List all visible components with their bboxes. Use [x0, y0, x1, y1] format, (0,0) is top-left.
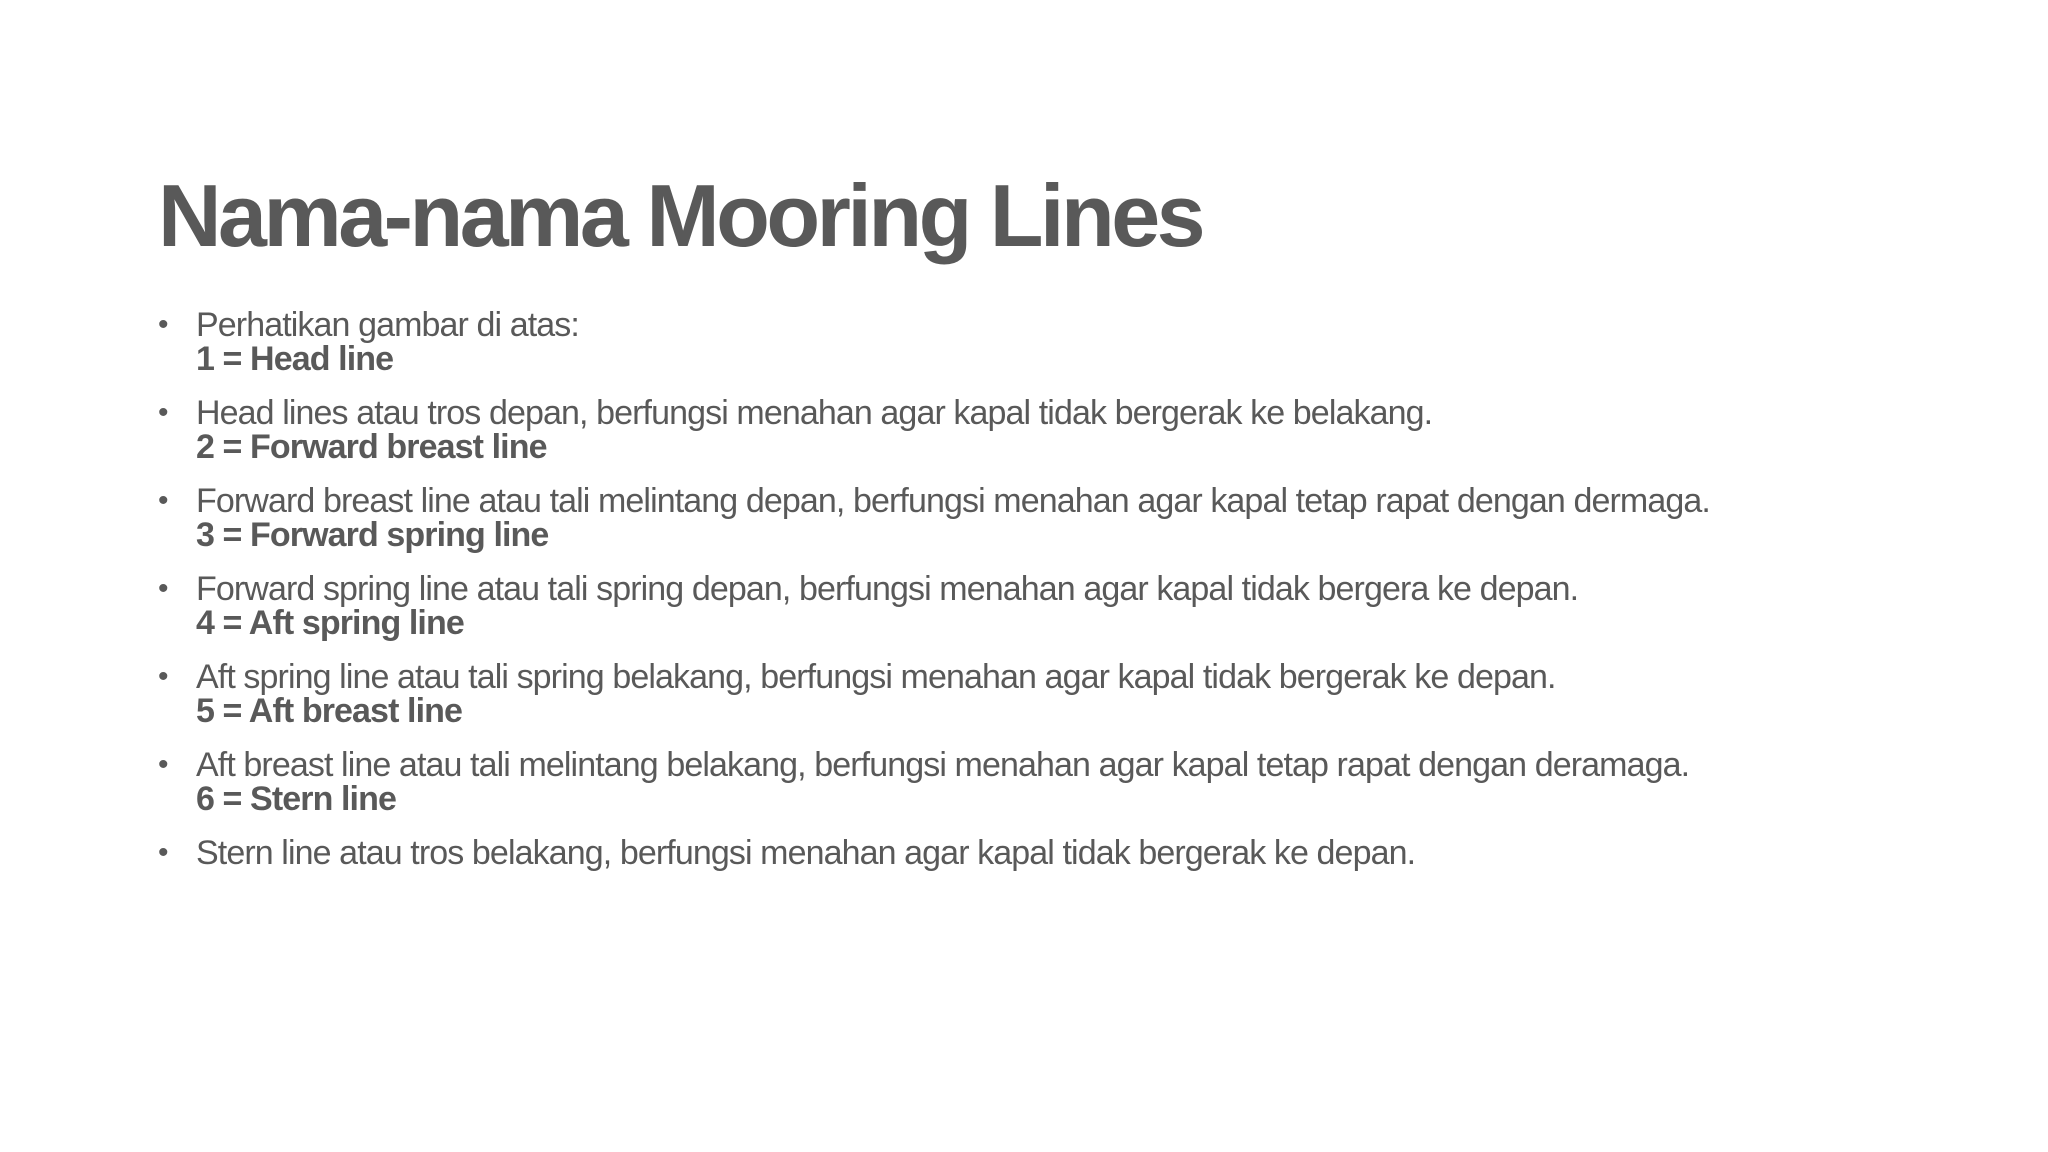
bullet-text: Aft spring line atau tali spring belakang, berfungsi menahan agar kapal tidak bergerak ke depan.	[196, 658, 1556, 696]
bullet-icon: •	[158, 748, 169, 781]
bullet-icon: •	[158, 660, 169, 693]
bullet-text: Forward breast line atau tali melintang depan, berfungsi menahan agar kapal tetap rapat dengan dermaga.	[196, 482, 1710, 520]
bullet-subtitle: 1 = Head line	[196, 340, 394, 378]
bullet-subtitle: 3 = Forward spring line	[196, 516, 549, 554]
bullet-text: Forward spring line atau tali spring depan, berfungsi menahan agar kapal tidak bergera ke depan.	[196, 570, 1579, 608]
bullet-icon: •	[158, 396, 169, 429]
bullet-text: Stern line atau tros belakang, berfungsi menahan agar kapal tidak bergerak ke depan.	[196, 834, 1416, 872]
bullet-icon: •	[158, 308, 169, 341]
bullet-subtitle: 6 = Stern line	[196, 780, 396, 818]
bullet-icon: •	[158, 484, 169, 517]
bullet-text: Head lines atau tros depan, berfungsi menahan agar kapal tidak bergerak ke belakang.	[196, 394, 1433, 432]
bullet-subtitle: 5 = Aft breast line	[196, 692, 463, 730]
bullet-icon: •	[158, 572, 169, 605]
list-item	[158, 308, 1918, 376]
list-item	[158, 748, 1918, 816]
slide-title: Nama-nama Mooring Lines	[158, 166, 1203, 265]
list-item	[158, 396, 1918, 464]
bullet-subtitle: 4 = Aft spring line	[196, 604, 464, 642]
bullet-text: Aft breast line atau tali melintang belakang, berfungsi menahan agar kapal tetap rapat dengan deramaga.	[196, 746, 1690, 784]
list-item	[158, 484, 1918, 552]
bullet-list	[158, 308, 1918, 890]
bullet-icon: •	[158, 836, 169, 869]
list-item	[158, 572, 1918, 640]
bullet-subtitle: 2 = Forward breast line	[196, 428, 547, 466]
bullet-text: Perhatikan gambar di atas:	[196, 306, 579, 344]
list-item	[158, 836, 1918, 870]
list-item	[158, 660, 1918, 728]
